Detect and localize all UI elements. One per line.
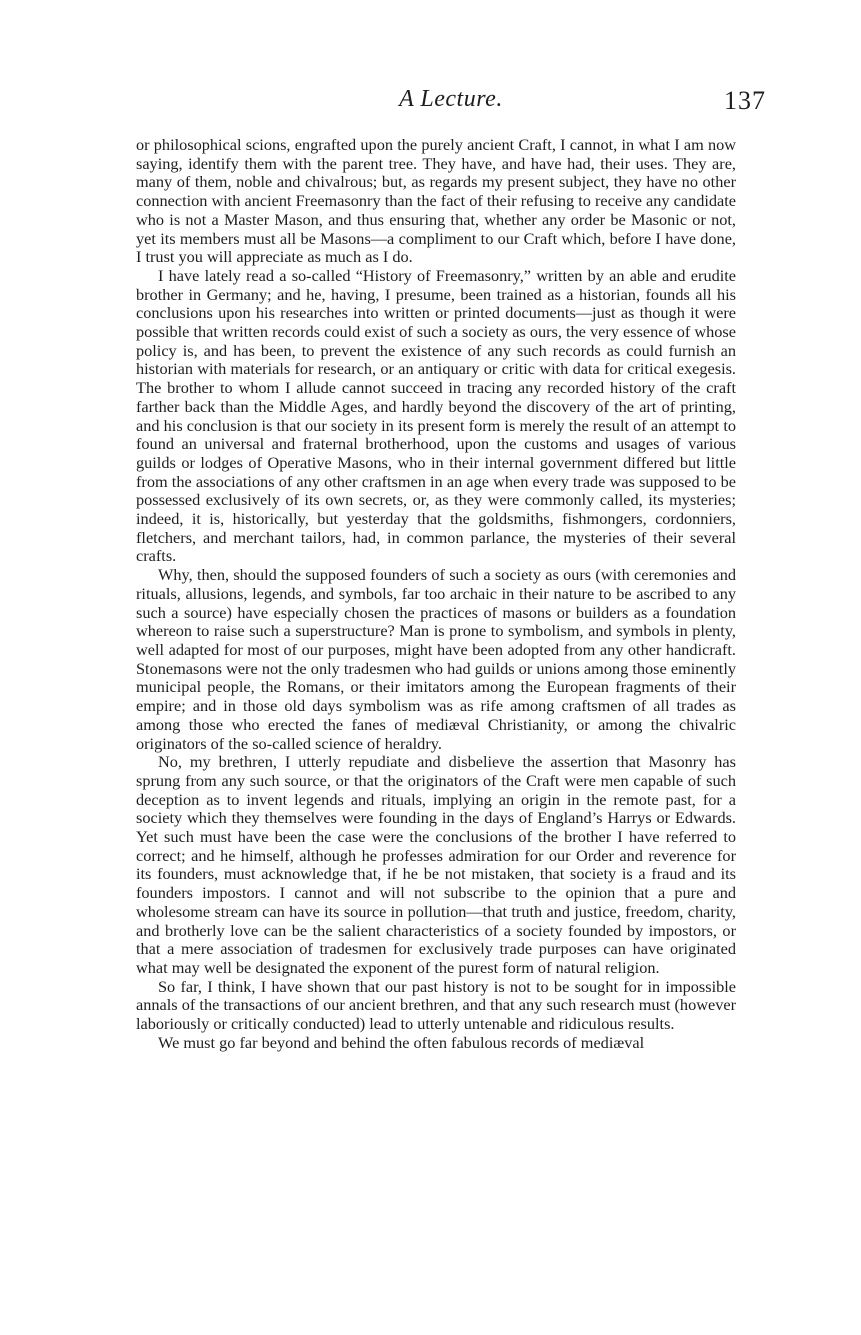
page-number: 137 [724, 86, 766, 115]
running-title: A Lecture. [399, 86, 503, 112]
paragraph-we-must-go: We must go far beyond and behind the often fabulous records of mediæval [158, 1032, 645, 1052]
paragraph-continued: or philosophical scions, engrafted upon the purely ancient Craft, I cannot, in what I am now saying, identify them with the parent tree. They have, and have had, their uses. They are, many of them, noble and chivalrous; but, as regards my present subject, they have no other connection with ancient Freemasonry than the fact of their refusing to receive any candidate who is not a Master Mason, and thus ensuring that, whether any order be Masonic or not, yet its members must all be Masons—a compliment to our Craft which, before I have done, I trust you will appreciate as much as I do. [136, 135, 736, 267]
paragraph-repudiation: No, my brethren, I utterly repudiate and disbelieve the assertion that Masonry has sprung from any such source, or that the originators of the Craft were men capable of such deception as to invent legends and rituals, implying an origin in the remote past, for a society which they themselves were founding in the days of England’s Harrys or Edwards. Yet such must have been the case were the conclusions of the brother I have referred to correct; and he himself, although he professes admiration for our Order and reverence for its founders, must acknowledge that, if he be not mistaken, that society is a fraud and its founders impostors. I cannot and will not subscribe to the opinion that a pure and wholesome stream can have its source in pollution—that truth and justice, freedom, charity, and brotherly love can be the salient characteristics of a society founded by impostors, or that a mere association of tradesmen for exclusively trade purposes can have originated what may well be designated the exponent of the purest form of natural religion. [136, 752, 736, 977]
page-header [136, 86, 766, 120]
paragraph-so-far: So far, I think, I have shown that our past history is not to be sought for in impossible annals of the transactions of our ancient brethren, and that any such research must (however laboriously or critically conducted) lead to utterly untenable and ridiculous results. [136, 976, 736, 1034]
paragraph-why-masons: Why, then, should the supposed founders of such a society as ours (with ceremonies and rituals, allusions, legends, and symbols, far too archaic in their nature to be ascribed to any such a source) have especially chosen the practices of masons or builders as a foundation whereon to raise such a superstructure? Man is prone to symbolism, and symbols in plenty, well adapted for most of our purposes, might have been adopted from any other handicraft. Stonemasons were not the only tradesmen who had guilds or unions among those eminently municipal people, the Romans, or their imitators among the European fragments of their empire; and in those old days symbolism was as rife among craftsmen of all trades as among those who erected the fanes of mediæval Christianity, or among the chivalric originators of the so-called science of heraldry. [136, 565, 736, 753]
paragraph-history-of-freemasonry: I have lately read a so-called “History of Freemasonry,” written by an able and erudite brother in Germany; and he, having, I presume, been trained as a historian, founds all his conclusions upon his researches into written or printed documents—just as though it were possible that written records could exist of such a society as ours, the very essence of whose policy is, and has been, to prevent the existence of any such records as could furnish an historian with materials for research, or an antiquary or critic with data for critical exegesis. The brother to whom I allude cannot succeed in tracing any recorded history of the craft farther back than the Middle Ages, and hardly beyond the discovery of the art of printing, and his conclusion is that our society in its present form is merely the result of an attempt to found an universal and fraternal brotherhood, upon the customs and usages of various guilds or lodges of Operative Masons, who in their internal government differed but little from the associations of any other craftsmen in an age when every trade was supposed to be possessed exclusively of its own secrets, or, as they were commonly called, its mysteries; indeed, it is, historically, but yesterday that the goldsmiths, fishmongers, cordonniers, fletchers, and merchant tailors, had, in common parlance, the mysteries of their several crafts. [136, 265, 736, 566]
body-text [136, 136, 736, 1052]
